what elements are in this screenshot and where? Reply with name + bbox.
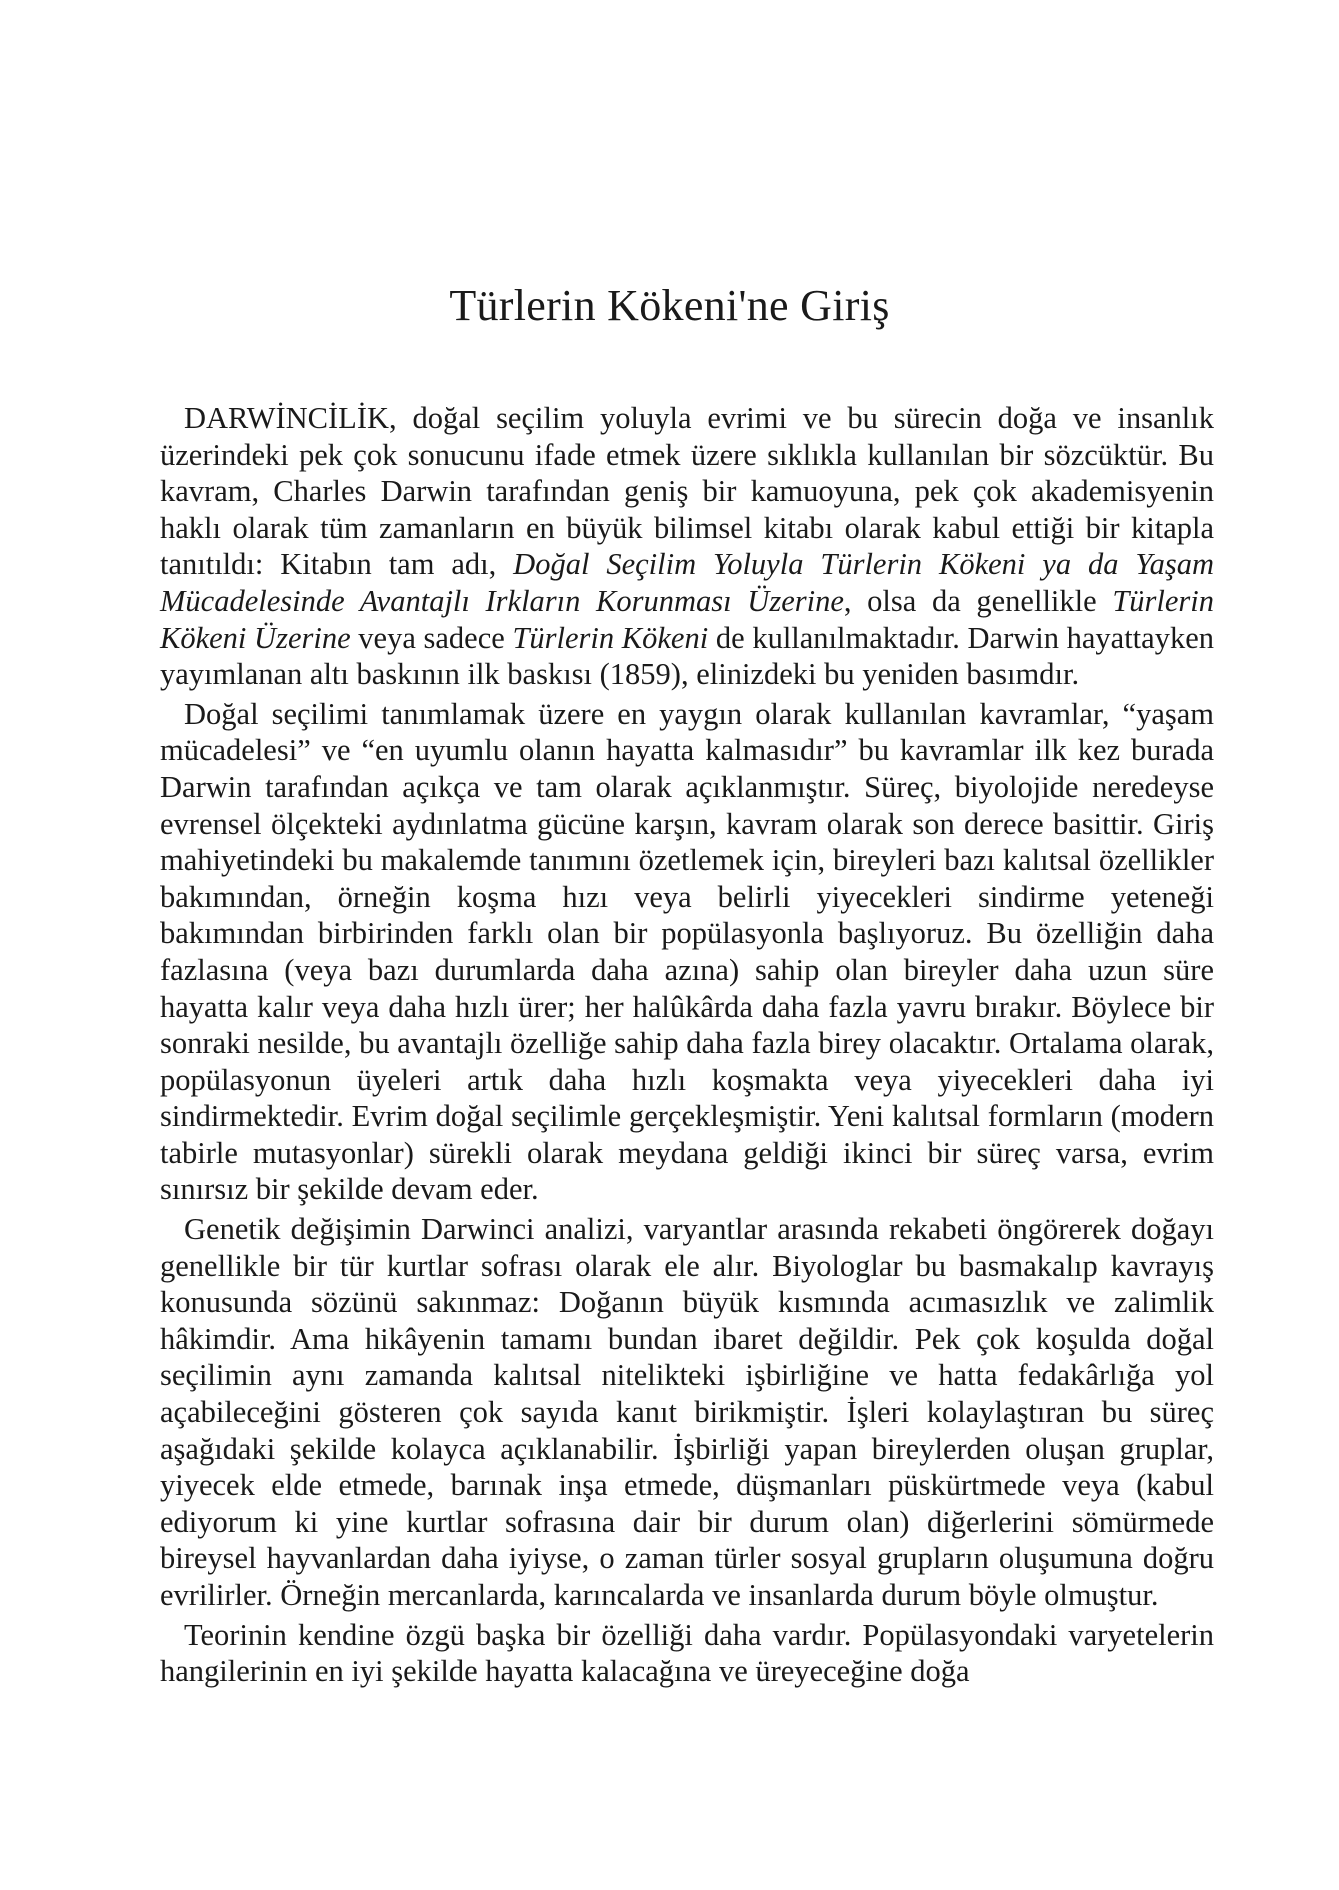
paragraph-text: Teorinin kendine özgü başka bir özelliği daha vardır. Popülasyondaki varyetelerin hangilerinin en iyi şekilde hayatta kalacağına ve üreyeceğine doğa (160, 1617, 1214, 1689)
paragraph-4 (160, 1617, 1214, 1690)
paragraph-text: veya sadece (350, 620, 513, 655)
chapter-title: Türlerin Kökeni'ne Giriş (449, 281, 890, 330)
book-full-title: Doğal Seçilim Yoluyla Türlerin Kökeni ya da Yaşam Mücadelesinde Avantajlı Irkların Korunması Üzerine (160, 547, 1214, 618)
paragraph-text: Doğal seçilimi tanımlamak üzere en yaygın olarak kullanılan kavramlar, “yaşam mücadelesi” ve “en uyumlu olanın hayatta kalmasıdır” bu kavramlar ilk kez burada Darwin tarafından açıkça ve tam olarak açıklanmıştır. Süreç, biyolojide neredeyse evrensel ölçekteki aydınlatma gücüne karşın, kavram olarak son derece basittir. Giriş mahiyetindeki bu makalemde tanımını özetlemek için, bireyleri bazı kalıtsal özellikler bakımından, örneğin koşma hızı veya belirli yiyecekleri sindirme yeteneği bakımından birbirinden farklı olan bir popülasyonla başlıyoruz. Bu özelliğin daha fazlasına (veya bazı durumlarda daha azına) sahip olan bireyler daha uzun süre hayatta kalır veya daha hızlı ürer; her halûkârda daha fazla yavru bırakır. Böylece bir sonraki nesilde, bu avantajlı özelliğe sahip daha fazla birey olacaktır. Ortalama olarak, popülasyonun üyeleri artık daha hızlı koşmakta veya yiyecekleri daha iyi sindirmektedir. Evrim doğal seçilimle gerçekleşmiştir. Yeni kalıtsal formların (modern tabirle mutasyonlar) sürekli olarak meydana geldiği ikinci bir süreç varsa, evrim sınırsız bir şekilde devam eder. (160, 696, 1214, 1207)
paragraph-text: , olsa da genellikle (843, 583, 1113, 618)
paragraph-text: Genetik değişimin Darwinci analizi, varyantlar arasında rekabeti öngörerek doğayı genellikle bir tür kurtlar sofrası olarak ele alır. Biyologlar bu basmakalıp kavrayış konusunda sözünü sakınmaz: Doğanın büyük kısmında acımasızlık ve zalimlik hâkimdir. Ama hikâyenin tamamı bundan ibaret değildir. Pek çok koşulda doğal seçilimin aynı zamanda kalıtsal nitelikteki işbirliğine ve hatta fedakârlığa yol açabileceğini gösteren çok sayıda kanıt birikmiştir. İşleri kolaylaştıran bu süreç aşağıdaki şekilde kolayca açıklanabilir. İşbirliği yapan bireylerden oluşan gruplar, yiyecek elde etmede, barınak inşa etmede, düşmanları püskürtmede veya (kabul ediyorum ki yine kurtlar sofrasına dair bir durum olan) diğerlerini sömürmede bireysel hayvanlardan daha iyiyse, o zaman türler sosyal grupların oluşumuna doğru evrilirler. Örneğin mercanlarda, karıncalarda ve insanlarda durum böyle olmuştur. (160, 1212, 1214, 1612)
book-short-title: Türlerin Kökeni Üzerine (160, 583, 1214, 655)
book-shortest-title: Türlerin Kökeni (512, 620, 709, 655)
paragraph-2 (160, 696, 1214, 1208)
paragraph-text: de kullanılmaktadır. Darwin hayattayken yayımlanan altı baskının ilk baskısı (1859), elinizdeki bu yeniden basımdır. (160, 620, 1214, 692)
paragraph-1 (160, 400, 1214, 693)
paragraph-3 (160, 1211, 1214, 1614)
paragraph-text: DARWİNCİLİK, doğal seçilim yoluyla evrimi ve bu sürecin doğa ve insanlık üzerindeki pek çok sonucunu ifade etmek üzere sıklıkla kullanılan bir sözcüktür. Bu kavram, Charles Darwin tarafından geniş bir kamuoyuna, pek çok akademisyenin haklı olarak tüm zamanların en büyük bilimsel kitabı olarak kabul ettiği bir kitapla tanıtıldı: Kitabın tam adı, (160, 401, 1214, 582)
chapter-body (160, 400, 1214, 1693)
